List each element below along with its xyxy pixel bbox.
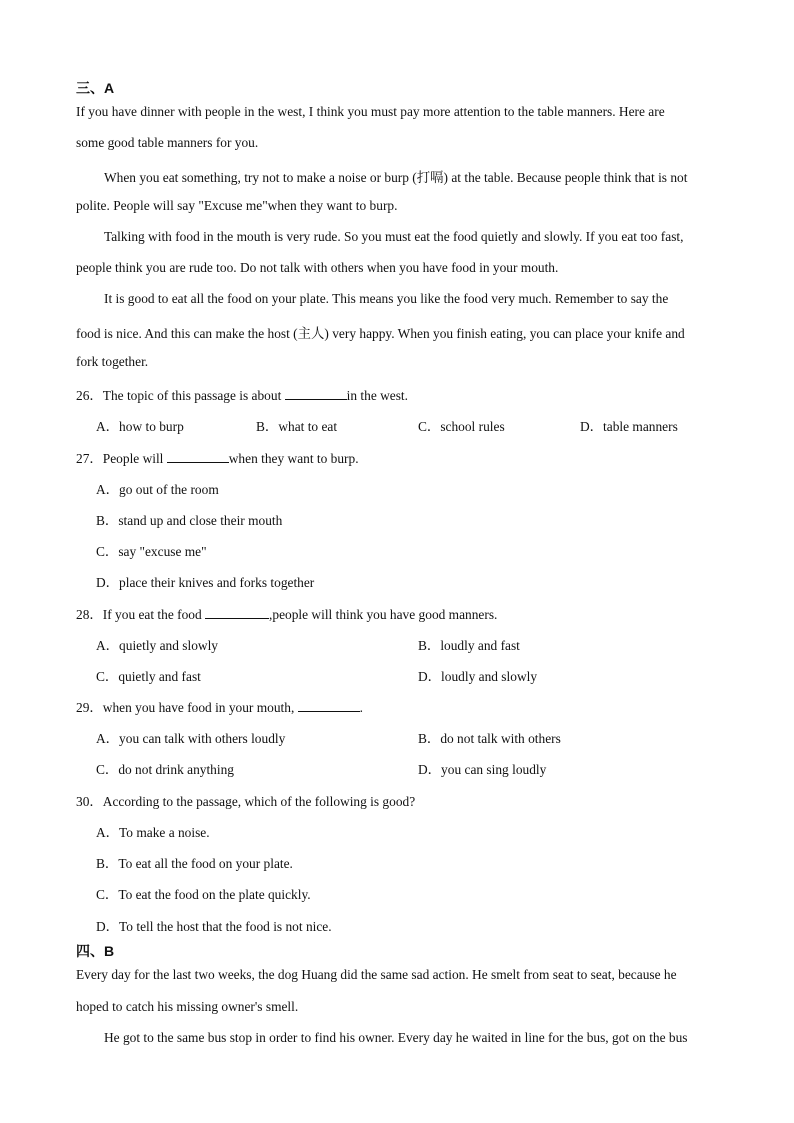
- question-26-option-a[interactable]: A．how to burp: [96, 419, 184, 434]
- question-number: 29．: [76, 700, 103, 715]
- question-30-option-a[interactable]: A．To make a noise.: [96, 825, 210, 840]
- question-number: 26．: [76, 388, 103, 403]
- question-text-pre: If you eat the food: [102, 607, 206, 622]
- question-number: 30．: [76, 794, 103, 809]
- question-text-pre: The topic of this passage is about: [102, 388, 285, 403]
- passage-b-p1-line1: Every day for the last two weeks, the dog Huang did the same sad action. He smelt from seat to seat, because he: [76, 967, 677, 982]
- question-30-option-c[interactable]: C．To eat the food on the plate quickly.: [96, 887, 311, 902]
- section-b-heading: 四、B: [76, 943, 115, 959]
- answer-blank: [298, 699, 360, 712]
- question-number: 28．: [76, 607, 103, 622]
- passage-a-p2-line1: When you eat something, try not to make a noise or burp (打嗝) at the table. Because people think that is not: [104, 170, 688, 185]
- question-text-post: ,people will think you have good manners.: [269, 607, 498, 622]
- question-text-post: .: [359, 700, 364, 715]
- question-text-post: in the west.: [346, 388, 409, 403]
- question-26-option-b[interactable]: B．what to eat: [256, 419, 338, 434]
- question-29: [76, 697, 363, 716]
- question-27-option-a[interactable]: A．go out of the room: [96, 482, 219, 497]
- question-28-option-b[interactable]: B．loudly and fast: [418, 638, 520, 653]
- question-26: [76, 385, 408, 404]
- question-28-option-c[interactable]: C．quietly and fast: [96, 669, 201, 684]
- section-a-heading: 三、A: [76, 80, 115, 96]
- answer-blank: [285, 387, 347, 400]
- question-29-option-d[interactable]: D．you can sing loudly: [418, 762, 547, 777]
- question-27-option-b[interactable]: B．stand up and close their mouth: [96, 513, 283, 528]
- question-29-option-b[interactable]: B．do not talk with others: [418, 731, 561, 746]
- question-28-option-d[interactable]: D．loudly and slowly: [418, 669, 538, 684]
- question-30-option-b[interactable]: B．To eat all the food on your plate.: [96, 856, 293, 871]
- question-28: [76, 604, 497, 623]
- passage-a-p4-line3: fork together.: [76, 354, 149, 369]
- passage-a-p3-line2: people think you are rude too. Do not talk with others when you have food in your mouth.: [76, 260, 559, 275]
- question-text-pre: People will: [102, 451, 167, 466]
- question-30-option-d[interactable]: D．To tell the host that the food is not nice.: [96, 919, 332, 934]
- question-text-pre: when you have food in your mouth,: [102, 700, 298, 715]
- question-30: [76, 791, 415, 810]
- passage-b-p2-line1: He got to the same bus stop in order to find his owner. Every day he waited in line for the bus, got on the bus: [104, 1030, 688, 1045]
- passage-a-p2-line2: polite. People will say "Excuse me"when they want to burp.: [76, 198, 398, 213]
- question-text-pre: According to the passage, which of the following is good?: [102, 794, 416, 809]
- question-29-option-c[interactable]: C．do not drink anything: [96, 762, 234, 777]
- answer-blank: [205, 606, 269, 619]
- question-number: 27．: [76, 451, 103, 466]
- passage-a-p3-line1: Talking with food in the mouth is very rude. So you must eat the food quietly and slowly. If you eat too fast,: [104, 229, 684, 244]
- passage-a-p4-line2: food is nice. And this can make the host (主人) very happy. When you finish eating, you can place your knife and: [76, 326, 685, 341]
- question-26-option-d[interactable]: D．table manners: [580, 419, 678, 434]
- question-27-option-d[interactable]: D．place their knives and forks together: [96, 575, 315, 590]
- question-text-post: when they want to burp.: [228, 451, 359, 466]
- question-29-option-a[interactable]: A．you can talk with others loudly: [96, 731, 286, 746]
- question-26-option-c[interactable]: C．school rules: [418, 419, 505, 434]
- passage-b-p1-line2: hoped to catch his missing owner's smell.: [76, 999, 299, 1014]
- question-27: [76, 448, 359, 467]
- question-28-option-a[interactable]: A．quietly and slowly: [96, 638, 218, 653]
- passage-a-p4-line1: It is good to eat all the food on your plate. This means you like the food very much. Remember to say the: [104, 291, 669, 306]
- passage-a-p1-line1: If you have dinner with people in the west, I think you must pay more attention to the table manners. Here are: [76, 104, 665, 119]
- answer-blank: [167, 450, 229, 463]
- passage-a-p1-line2: some good table manners for you.: [76, 135, 259, 150]
- question-27-option-c[interactable]: C．say "excuse me": [96, 544, 207, 559]
